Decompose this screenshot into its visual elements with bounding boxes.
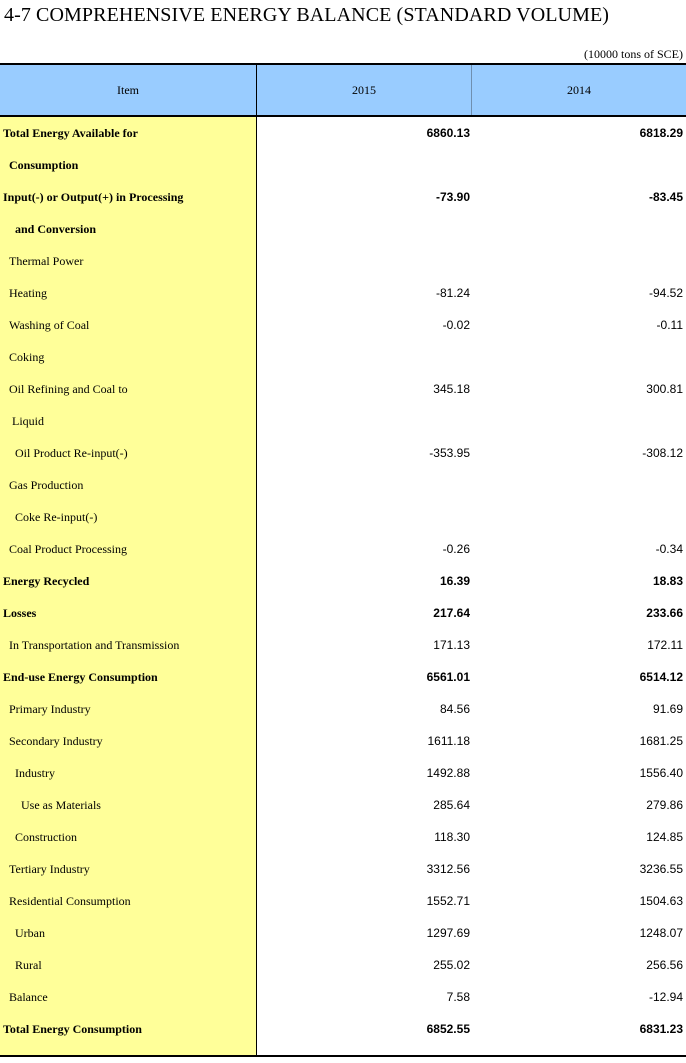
value-2015 [257,245,470,277]
table-row [0,629,686,661]
value-2015 [257,405,470,437]
value-2015 [257,469,470,501]
row-label: Use as Materials [21,798,101,812]
value-2014: -83.45 [648,190,683,204]
value-2015: 171.13 [433,638,470,652]
value-2014: -0.11 [656,318,683,332]
header-divider-1 [256,65,257,117]
value-2015 [257,341,470,373]
value-2014 [472,341,683,373]
value-2015: 6860.13 [426,126,470,140]
row-label: Oil Product Re-input(-) [15,446,128,460]
row-label: Heating [9,286,47,300]
table-row [0,181,686,213]
table-row [0,149,686,181]
value-2014 [472,469,683,501]
value-2014 [472,213,683,245]
value-2014 [472,245,683,277]
table-row [0,277,686,309]
row-label: Construction [15,830,77,844]
table-row [0,405,686,437]
value-2014: 1681.25 [639,734,683,748]
header-divider-2 [471,65,472,117]
value-2015: 84.56 [439,702,470,716]
value-2014: 256.56 [646,958,683,972]
value-2014: 6818.29 [639,126,683,140]
row-label: Coking [9,350,45,364]
row-label: Residential Consumption [9,894,131,908]
value-2014: 18.83 [652,574,683,588]
value-2014: 233.66 [646,606,683,620]
table-row [0,469,686,501]
value-2015: 1552.71 [426,894,470,908]
value-2014: 1248.07 [639,926,683,940]
value-2014 [472,405,683,437]
value-2014 [472,149,683,181]
value-2014: -12.94 [648,990,683,1004]
row-label: and Conversion [15,222,97,236]
value-2015: -0.26 [442,542,470,556]
row-label: Liquid [12,414,44,428]
table-row [0,981,686,1013]
value-2015: 3312.56 [426,862,470,876]
table-row [0,949,686,981]
value-2015: 1297.69 [426,926,470,940]
value-2015: 7.58 [446,990,470,1004]
table-header [0,65,686,115]
value-2014: 6831.23 [639,1022,683,1036]
row-label: Input(-) or Output(+) in Processing [3,190,184,204]
value-2015: -81.24 [435,286,470,300]
value-2014: -0.34 [655,542,683,556]
row-label: Coke Re-input(-) [15,510,98,524]
table-bottom-border [0,1055,686,1057]
table-row [0,501,686,533]
row-label: Consumption [9,158,79,172]
value-2015: 217.64 [433,606,470,620]
value-2015: 16.39 [439,574,470,588]
table-row [0,757,686,789]
row-label: Coal Product Processing [9,542,127,556]
value-2014: -308.12 [642,446,683,460]
row-label: Gas Production [9,478,84,492]
row-label: Energy Recycled [3,574,90,588]
table-row [0,117,686,149]
value-2015 [257,149,470,181]
value-2014: 279.86 [646,798,683,812]
value-2015: 1492.88 [426,766,470,780]
value-2014: 1504.63 [639,894,683,908]
table-row [0,565,686,597]
table-row [0,917,686,949]
row-label: In Transportation and Transmission [9,638,180,652]
table-row [0,533,686,565]
value-2015: -73.90 [435,190,470,204]
value-2015: 118.30 [434,830,470,844]
table-row [0,725,686,757]
row-label: Tertiary Industry [9,862,90,876]
table-body [0,117,686,1056]
table-row [0,821,686,853]
row-label: Oil Refining and Coal to [9,382,128,396]
row-label: Industry [15,766,55,780]
table-row [0,1013,686,1045]
value-2014: 172.11 [647,638,683,652]
row-label: Urban [15,926,45,940]
row-label: Thermal Power [9,254,84,268]
value-2014: -94.52 [648,286,683,300]
value-2014: 1556.40 [639,766,683,780]
table-row [0,789,686,821]
row-label: Total Energy Consumption [3,1022,142,1036]
header-year-2014: 2014 [567,83,591,97]
value-2014 [472,501,683,533]
value-2015: 345.18 [433,382,470,396]
table-row [0,597,686,629]
row-label: End-use Energy Consumption [3,670,158,684]
table-row [0,341,686,373]
value-2015 [257,501,470,533]
table-row [0,437,686,469]
row-label: Balance [9,990,48,1004]
value-2015: -0.02 [442,318,470,332]
value-2014: 300.81 [646,382,683,396]
value-2015: 285.64 [433,798,470,812]
value-2014: 91.69 [652,702,683,716]
table-row [0,853,686,885]
value-2014: 124.85 [646,830,683,844]
value-2014: 6514.12 [639,670,683,684]
header-year-2015: 2015 [352,83,376,97]
table-row [0,245,686,277]
table-row [0,373,686,405]
unit-note: (10000 tons of SCE) [584,47,683,61]
value-2015: 6852.55 [426,1022,470,1036]
header-item: Item [117,83,139,97]
row-label: Total Energy Available for [3,126,138,140]
table-row [0,213,686,245]
page-title: 4-7 COMPREHENSIVE ENERGY BALANCE (STANDARD VOLUME) [4,4,610,26]
row-label: Washing of Coal [9,318,90,332]
table-row [0,693,686,725]
value-2015: -353.95 [429,446,470,460]
table-row [0,661,686,693]
value-2015 [257,213,470,245]
row-label: Primary Industry [9,702,91,716]
value-2015: 255.02 [433,958,470,972]
table-row [0,309,686,341]
value-2015: 6561.01 [426,670,470,684]
row-label: Losses [3,606,37,620]
row-label: Rural [15,958,42,972]
value-2014: 3236.55 [639,862,683,876]
value-2015: 1611.18 [427,734,470,748]
row-label: Secondary Industry [9,734,103,748]
table-row [0,885,686,917]
